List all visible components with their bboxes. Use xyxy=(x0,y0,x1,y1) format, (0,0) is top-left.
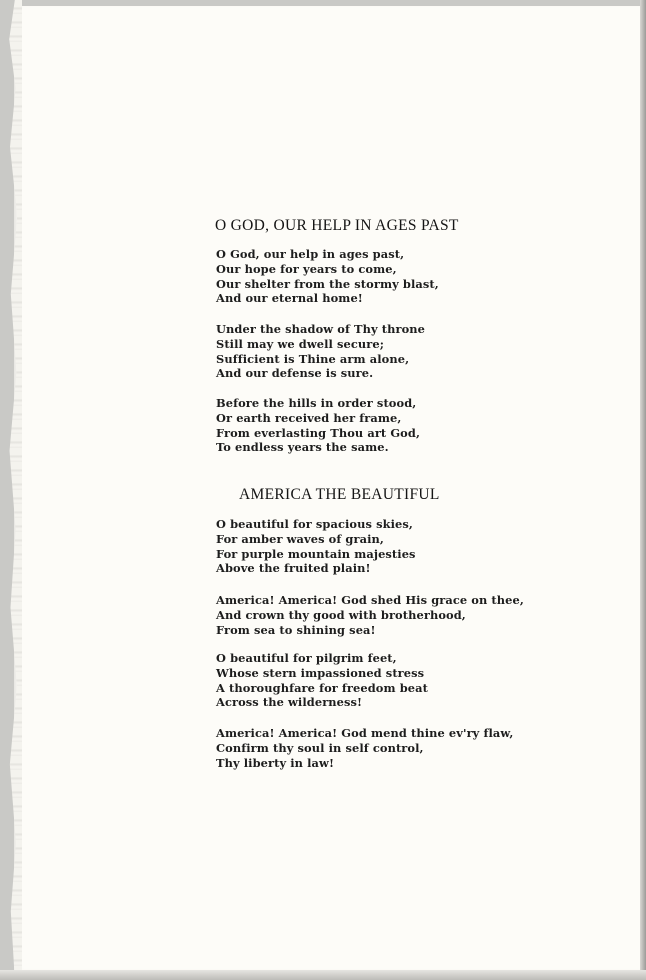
verse-line: And our eternal home! xyxy=(216,291,363,306)
verse-line: Still may we dwell secure; xyxy=(216,336,385,351)
verse-line: O God, our help in ages past, xyxy=(216,247,405,261)
verse-line: Above the fruited plain! xyxy=(216,561,371,576)
verse-line: From sea to shining sea! xyxy=(216,622,376,637)
verse-line: Under the shadow of Thy throne xyxy=(216,322,426,336)
verse-line: Before the hills in order stood, xyxy=(216,396,417,410)
verse-line: Or earth received her frame, xyxy=(216,410,402,425)
stanza xyxy=(216,726,513,770)
verse-line: Sufficient is Thine arm alone, xyxy=(216,351,410,366)
stanza xyxy=(216,322,425,381)
hymn-title: AMERICA THE BEAUTIFUL xyxy=(239,486,440,503)
stanza xyxy=(216,517,416,576)
verse-line: O beautiful for spacious skies, xyxy=(216,517,413,531)
verse-line: Our hope for years to come, xyxy=(216,261,397,276)
verse-line: And crown thy good with brotherhood, xyxy=(216,607,466,622)
verse-line: America! America! God shed His grace on thee, xyxy=(216,593,524,607)
stanza xyxy=(216,651,428,710)
stanza xyxy=(216,247,439,306)
page-bottom-edge xyxy=(0,970,646,980)
verse-line: From everlasting Thou art God, xyxy=(216,425,421,440)
verse-line: Across the wilderness! xyxy=(216,695,363,710)
page-edge-shadow xyxy=(640,0,646,980)
verse-line: Our shelter from the stormy blast, xyxy=(216,276,439,291)
verse-line: America! America! God mend thine ev'ry flaw, xyxy=(216,726,514,740)
verse-line: Whose stern impassioned stress xyxy=(216,665,425,680)
verse-line: And our defense is sure. xyxy=(216,366,374,381)
verse-line: Confirm thy soul in self control, xyxy=(216,740,424,755)
verse-line: To endless years the same. xyxy=(216,440,389,455)
verse-line: A thoroughfare for freedom beat xyxy=(216,680,428,695)
verse-line: For amber waves of grain, xyxy=(216,531,384,546)
stanza xyxy=(216,396,420,455)
stanza xyxy=(216,593,524,637)
verse-line: Thy liberty in law! xyxy=(216,755,335,770)
verse-line: O beautiful for pilgrim feet, xyxy=(216,651,397,665)
verse-line: For purple mountain majesties xyxy=(216,546,416,561)
hymn-title: O GOD, OUR HELP IN AGES PAST xyxy=(215,217,459,234)
